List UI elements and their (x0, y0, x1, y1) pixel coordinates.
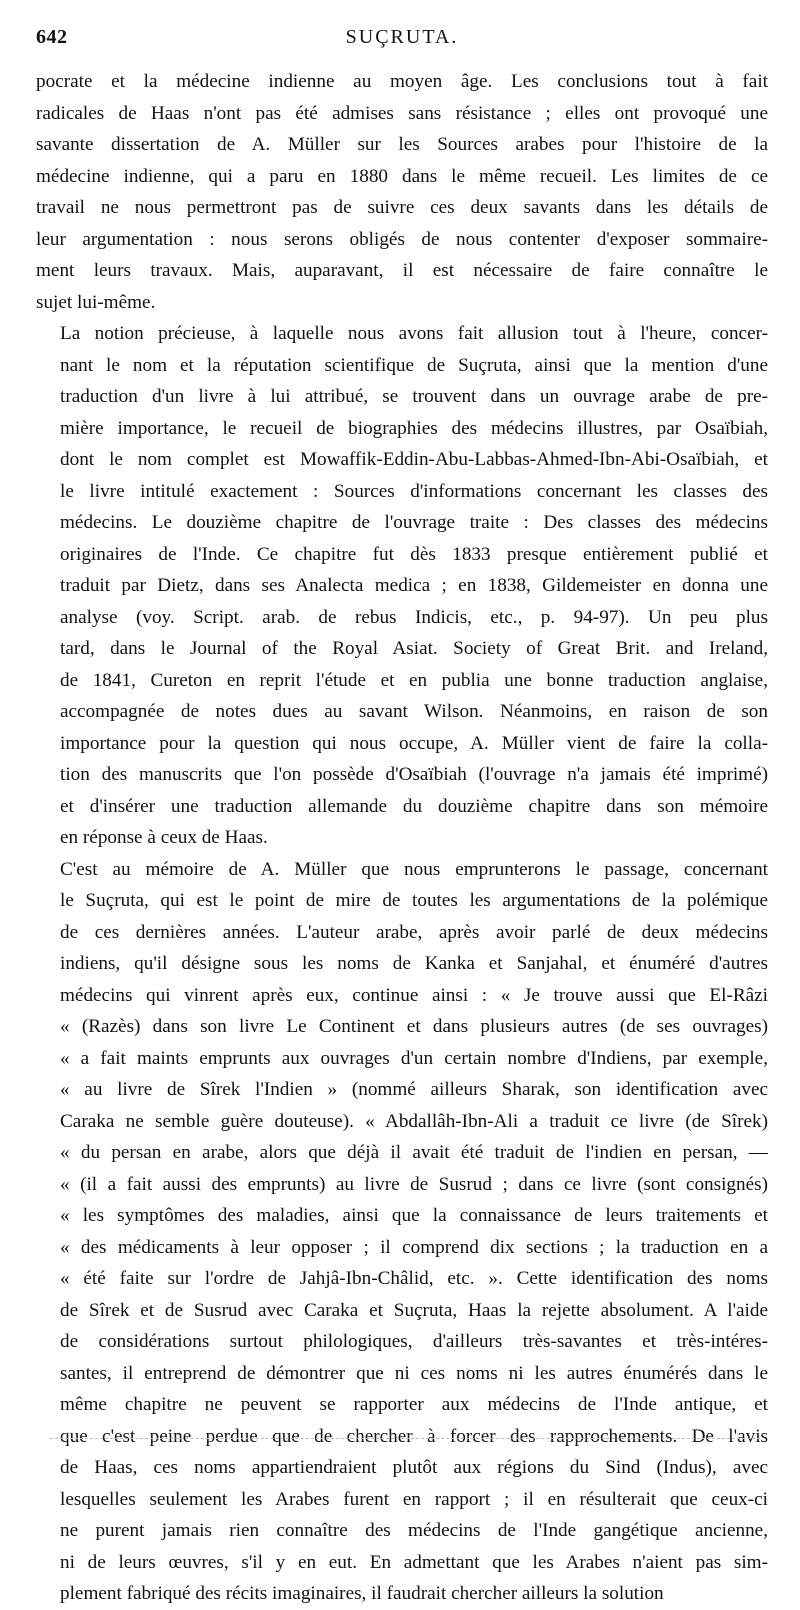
text-line: de considérations surtout philologiques, d'ailleurs très-savantes et très-intéres- (60, 1331, 768, 1352)
text-line: que c'est peine perdue que de chercher à forcer des rapprochements. De l'avis (60, 1425, 768, 1447)
footer-rule (50, 1438, 760, 1439)
text-line: lesquelles seulement les Arabes furent en rapport ; il en résulterait que ceux-ci (60, 1488, 768, 1510)
text-line: « (Razès) dans son livre Le Continent et dans plusieurs autres (de ses ouvrages) (60, 1016, 768, 1037)
body-text (36, 66, 768, 1610)
document-page (36, 26, 768, 1610)
text-line: de Sîrek et de Susrud avec Caraka et Suçruta, Haas la rejette absolument. A l'aide (60, 1299, 768, 1321)
text-line: radicales de Haas n'ont pas été admises sans résistance ; elles ont provoqué une (36, 102, 768, 124)
text-line: pocrate et la médecine indienne au moyen âge. Les conclusions tout à fait (36, 71, 768, 92)
text-line: « (il a fait aussi des emprunts) au livre de Susrud ; dans ce livre (sont consignés) (60, 1173, 768, 1195)
text-line: le livre intitulé exactement : Sources d'informations concernant les classes des (60, 480, 768, 502)
text-line: « les symptômes des maladies, ainsi que la connaissance de leurs traitements et (60, 1205, 768, 1226)
text-line: La notion précieuse, à laquelle nous avons fait allusion tout à l'heure, concer- (60, 323, 768, 344)
text-line: de Haas, ces noms appartiendraient plutôt aux régions du Sind (Indus), avec (60, 1457, 768, 1478)
text-line: tard, dans le Journal of the Royal Asiat. Society of Great Brit. and Ireland, (60, 638, 768, 659)
text-line: médecine indienne, qui a paru en 1880 dans le même recueil. Les limites de ce (36, 165, 768, 187)
paragraph (36, 318, 768, 854)
text-line: mière importance, le recueil de biographies des médecins illustres, par Osaïbiah, (60, 417, 768, 439)
text-line: de ces dernières années. L'auteur arabe, après avoir parlé de deux médecins (60, 921, 768, 943)
text-line: importance pour la question qui nous occupe, A. Müller vient de faire la colla- (60, 732, 768, 754)
text-line: leur argumentation : nous serons obligés de nous contenter d'exposer sommaire- (36, 228, 768, 250)
text-line: le Suçruta, qui est le point de mire de toutes les argumentations de la polémique (60, 890, 768, 911)
text-line: médecins. Le douzième chapitre de l'ouvrage traite : Des classes des médecins (60, 512, 768, 533)
text-line: C'est au mémoire de A. Müller que nous emprunterons le passage, concernant (60, 858, 768, 880)
text-line: même chapitre ne peuvent se rapporter aux médecins de l'Inde antique, et (60, 1394, 768, 1415)
text-line: nant le nom et la réputation scientifique de Suçruta, ainsi que la mention d'une (60, 354, 768, 376)
text-line: de 1841, Cureton en reprit l'étude et en publia une bonne traduction anglaise, (60, 669, 768, 691)
page-number: 642 (36, 26, 68, 48)
text-line: « a fait maints emprunts aux ouvrages d'un certain nombre d'Indiens, par exemple, (60, 1047, 768, 1069)
running-title: SUÇRUTA. (345, 26, 459, 48)
text-line: travail ne nous permettront pas de suivre ces deux savants dans les détails de (36, 197, 768, 218)
text-line: santes, il entreprend de démontrer que ni ces noms ni les autres énumérés dans le (60, 1362, 768, 1384)
text-line: savante dissertation de A. Müller sur les Sources arabes pour l'histoire de la (36, 134, 768, 155)
text-line: « du persan en arabe, alors que déjà il avait été traduit de l'indien en persan, — (60, 1142, 768, 1163)
text-line: « au livre de Sîrek l'Indien » (nommé ailleurs Sharak, son identification avec (60, 1079, 768, 1100)
text-line: accompagnée de notes dues au savant Wilson. Néanmoins, en raison de son (60, 701, 768, 722)
text-line: dont le nom complet est Mowaffik-Eddin-Abu-Labbas-Ahmed-Ibn-Abi-Osaïbiah, et (60, 449, 768, 470)
text-line: ni de leurs œuvres, s'il y en eut. En admettant que les Arabes n'aient pas sim- (60, 1551, 768, 1573)
text-line: plement fabriqué des récits imaginaires, il faudrait chercher ailleurs la solution (60, 1583, 664, 1604)
text-line: traduction d'un livre à lui attribué, se trouvent dans un ouvrage arabe de pre- (60, 386, 768, 407)
text-line: « été faite sur l'ordre de Jahjâ-Ibn-Châlid, etc. ». Cette identification des noms (60, 1268, 768, 1289)
paragraph (36, 854, 768, 1610)
text-line: ment leurs travaux. Mais, auparavant, il est nécessaire de faire connaître le (36, 260, 768, 281)
text-line: et d'insérer une traduction allemande du douzième chapitre dans son mémoire (60, 795, 768, 817)
text-line: médecins qui vinrent après eux, continue ainsi : « Je trouve aussi que El-Râzi (60, 984, 768, 1006)
text-line: tion des manuscrits que l'on possède d'Osaïbiah (l'ouvrage n'a jamais été imprimé) (60, 764, 768, 785)
text-line: analyse (voy. Script. arab. de rebus Indicis, etc., p. 94-97). Un peu plus (60, 606, 768, 628)
text-line: sujet lui-même. (36, 291, 156, 313)
text-line: traduit par Dietz, dans ses Analecta medica ; en 1838, Gildemeister en donna une (60, 575, 768, 596)
text-line: « des médicaments à leur opposer ; il comprend dix sections ; la traduction en a (60, 1236, 768, 1258)
text-line: indiens, qu'il désigne sous les noms de Kanka et Sanjahal, et énuméré d'autres (60, 953, 768, 974)
paragraph (36, 66, 768, 318)
text-line: ne purent jamais rien connaître des médecins de l'Inde gangétique ancienne, (60, 1520, 768, 1541)
text-line: en réponse à ceux de Haas. (60, 827, 268, 848)
text-line: originaires de l'Inde. Ce chapitre fut dès 1833 presque entièrement publié et (60, 543, 768, 565)
page-header (36, 26, 768, 56)
text-line: Caraka ne semble guère douteuse). « Abdallâh-Ibn-Ali a traduit ce livre (de Sîrek) (60, 1110, 768, 1132)
